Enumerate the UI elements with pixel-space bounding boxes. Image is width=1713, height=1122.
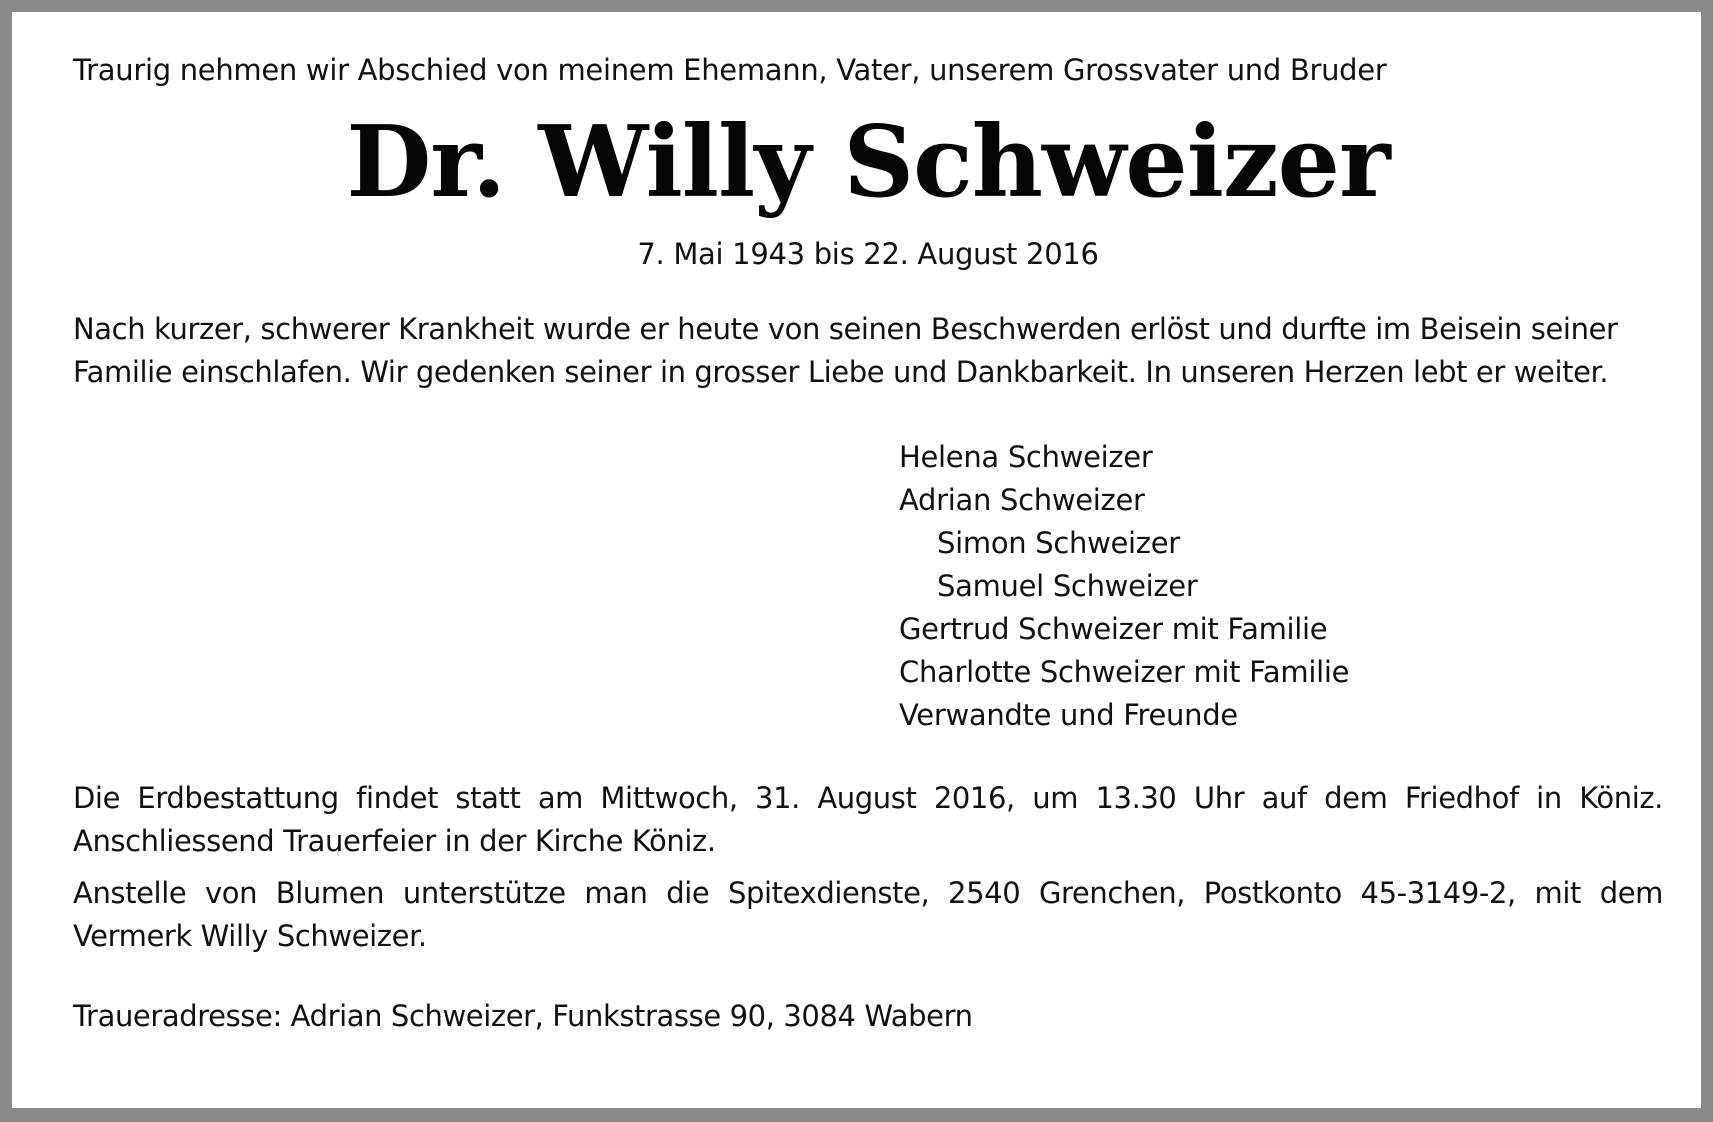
mourner-item: Charlotte Schweizer mit Familie xyxy=(899,655,1350,689)
burial-paragraph: Die Erdbestattung findet statt am Mittwoch, 31. August 2016, um 13.30 Uhr auf dem Friedhof in Köniz. Anschliessend Trauerfeier in der Kirche Köniz. xyxy=(73,781,1663,858)
mourners-list xyxy=(899,436,1663,737)
message-paragraph: Nach kurzer, schwerer Krankheit wurde er heute von seinen Beschwerden erlöst und durfte im Beisein seiner Familie einschlafen. Wir gedenken seiner in grosser Liebe und Dankbarkeit. In unseren Herzen lebt er weiter. xyxy=(73,312,1618,389)
mourner-item: Samuel Schweizer xyxy=(937,569,1198,603)
mourner-item: Simon Schweizer xyxy=(937,526,1180,560)
mourning-address: Traueradresse: Adrian Schweizer, Funkstrasse 90, 3084 Wabern xyxy=(73,999,973,1033)
life-dates: 7. Mai 1943 bis 22. August 2016 xyxy=(637,237,1099,271)
mourner-item: Adrian Schweizer xyxy=(899,483,1145,517)
donation-paragraph: Anstelle von Blumen unterstütze man die Spitexdienste, 2540 Grenchen, Postkonto 45-3149-2, mit dem Vermerk Willy Schweizer. xyxy=(73,876,1663,953)
intro-line: Traurig nehmen wir Abschied von meinem Ehemann, Vater, unserem Grossvater und Bruder xyxy=(73,53,1387,87)
mourner-item: Verwandte und Freunde xyxy=(899,698,1238,732)
mourner-item: Gertrud Schweizer mit Familie xyxy=(899,612,1328,646)
mourner-item: Helena Schweizer xyxy=(899,440,1153,474)
obituary-notice xyxy=(73,50,1663,1038)
deceased-name: Dr. Willy Schweizer xyxy=(346,105,1390,220)
